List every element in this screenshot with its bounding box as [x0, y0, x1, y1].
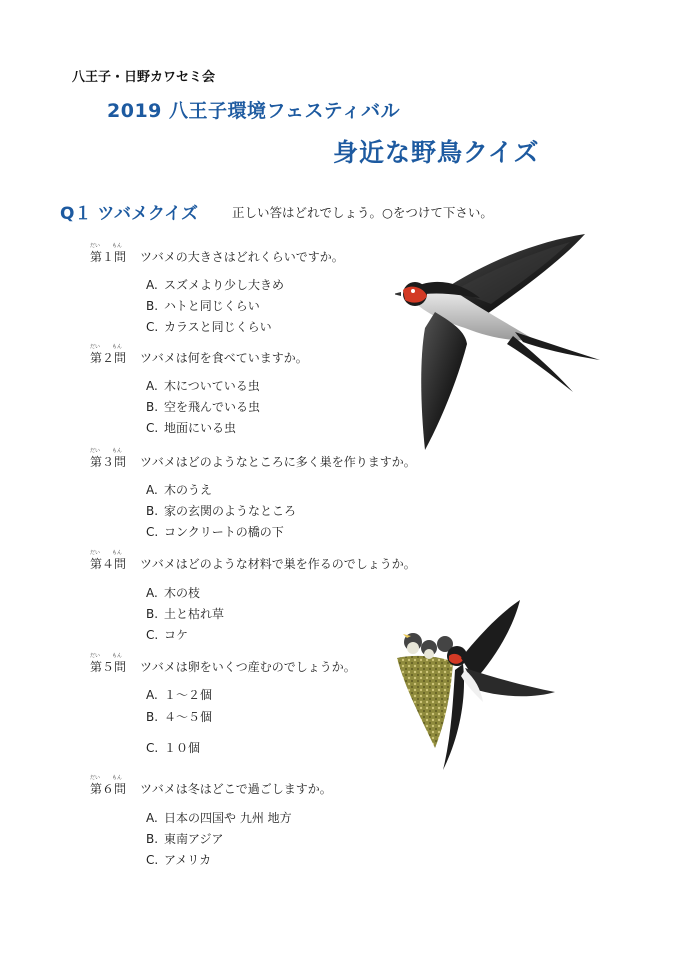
option-5c[interactable] — [146, 739, 200, 756]
option-text: 木のうえ — [164, 483, 213, 497]
furigana-dai: だい — [90, 243, 101, 249]
option-1a[interactable] — [146, 276, 284, 293]
question-3 — [90, 453, 416, 470]
option-key: A. — [146, 379, 158, 393]
option-key: A. — [146, 586, 158, 600]
option-text: ハトと同じくらい — [164, 299, 260, 313]
furigana-mon: もん — [112, 243, 123, 249]
option-key: A. — [146, 278, 158, 292]
question-number: 第１問 — [90, 250, 127, 264]
swallow-flying-illustration — [395, 232, 605, 454]
option-6c[interactable] — [146, 851, 211, 868]
option-4a[interactable] — [146, 584, 200, 601]
option-text: 日本の四国や 九州 地方 — [164, 811, 292, 825]
option-3b[interactable] — [146, 502, 296, 519]
question-number: 第２問 — [90, 351, 127, 365]
event-title: 2019 八王子環境フェスティバル — [107, 100, 401, 122]
option-text: １～２個 — [164, 688, 213, 702]
option-key: B. — [146, 400, 159, 414]
question-5 — [90, 658, 356, 675]
option-text: 地面にいる虫 — [164, 421, 237, 435]
question-text: ツバメは卵をいくつ産むのでしょうか。 — [140, 660, 356, 674]
option-text: 土と枯れ草 — [164, 607, 225, 621]
section-instruction: 正しい答はどれでしょう。○をつけて下さい。 — [232, 205, 493, 220]
question-number: 第３問 — [90, 455, 127, 469]
furigana-dai: だい — [90, 344, 101, 350]
option-key: A. — [146, 688, 158, 702]
option-4b[interactable] — [146, 605, 224, 622]
option-5a[interactable] — [146, 686, 212, 703]
option-key: B. — [146, 710, 159, 724]
option-6a[interactable] — [146, 809, 292, 826]
option-text: 木についている虫 — [164, 379, 260, 393]
option-4c[interactable] — [146, 626, 188, 643]
option-key: B. — [146, 504, 159, 518]
furigana-mon: もん — [112, 653, 123, 659]
question-text: ツバメは冬はどこで過ごしますか。 — [140, 782, 332, 796]
option-key: C. — [146, 525, 159, 539]
option-3c[interactable] — [146, 523, 284, 540]
furigana-mon: もん — [112, 775, 123, 781]
swallow-nest-illustration — [395, 598, 565, 772]
option-2b[interactable] — [146, 398, 260, 415]
option-key: C. — [146, 320, 159, 334]
furigana-dai: だい — [90, 775, 101, 781]
option-text: コケ — [164, 628, 189, 642]
option-text: 東南アジア — [164, 832, 224, 846]
furigana-mon: もん — [112, 448, 123, 454]
option-text: スズメより少し大きめ — [164, 278, 285, 292]
option-1b[interactable] — [146, 297, 260, 314]
question-number: 第５問 — [90, 660, 127, 674]
option-text: アメリカ — [164, 853, 212, 867]
option-text: １０個 — [164, 741, 201, 755]
option-2c[interactable] — [146, 419, 236, 436]
question-2 — [90, 349, 308, 366]
option-3a[interactable] — [146, 481, 212, 498]
option-key: A. — [146, 483, 158, 497]
option-text: 家の玄関のようなところ — [164, 504, 297, 518]
question-6 — [90, 780, 332, 797]
option-key: B. — [146, 607, 159, 621]
organization-name: 八王子・日野カワセミ会 — [72, 70, 216, 85]
question-text: ツバメの大きさはどれくらいですか。 — [140, 250, 344, 264]
section-label: Q１ ツバメクイズ — [60, 204, 199, 224]
option-key: B. — [146, 832, 159, 846]
furigana-mon: もん — [112, 344, 123, 350]
question-1 — [90, 248, 344, 265]
furigana-dai: だい — [90, 550, 101, 556]
option-key: C. — [146, 853, 159, 867]
option-1c[interactable] — [146, 318, 272, 335]
furigana-dai: だい — [90, 448, 101, 454]
question-number: 第４問 — [90, 557, 127, 571]
option-text: 空を飛んでいる虫 — [164, 400, 261, 414]
option-key: C. — [146, 628, 159, 642]
option-text: コンクリートの橋の下 — [164, 525, 284, 539]
question-number: 第６問 — [90, 782, 127, 796]
furigana-dai: だい — [90, 653, 101, 659]
furigana-mon: もん — [112, 550, 123, 556]
option-text: カラスと同じくらい — [164, 320, 272, 334]
option-key: C. — [146, 741, 159, 755]
option-text: 木の枝 — [164, 586, 201, 600]
question-text: ツバメはどのようなところに多く巣を作りますか。 — [140, 455, 416, 469]
question-text: ツバメは何を食べていますか。 — [140, 351, 308, 365]
option-key: C. — [146, 421, 159, 435]
question-4 — [90, 555, 416, 572]
option-2a[interactable] — [146, 377, 260, 394]
question-text: ツバメはどのような材料で巣を作るのでしょうか。 — [140, 557, 416, 571]
option-5b[interactable] — [146, 708, 212, 725]
option-text: ４～５個 — [164, 710, 213, 724]
option-6b[interactable] — [146, 830, 224, 847]
option-key: B. — [146, 299, 159, 313]
option-key: A. — [146, 811, 158, 825]
quiz-title: 身近な野鳥クイズ — [333, 138, 540, 167]
